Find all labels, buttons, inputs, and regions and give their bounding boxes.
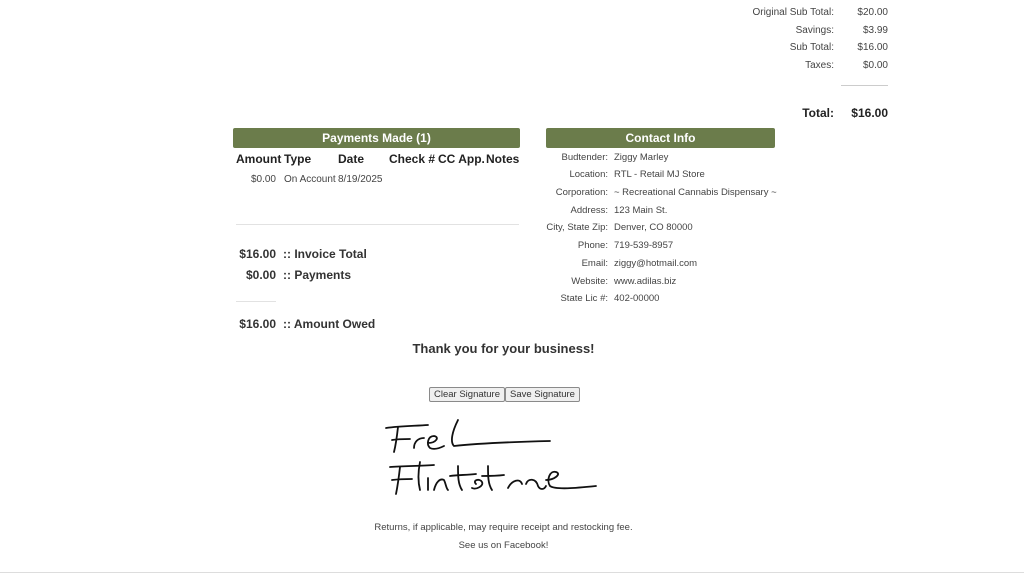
payment-amount: $0.00 bbox=[250, 174, 276, 185]
contact-label: State Lic #: bbox=[560, 293, 608, 304]
amount-owed-label: :: Amount Owed bbox=[283, 317, 376, 331]
summary-row bbox=[700, 25, 888, 39]
grand-total-value: $16.00 bbox=[851, 106, 888, 120]
contact-label: Email: bbox=[581, 258, 608, 269]
summary-value: $20.00 bbox=[857, 7, 888, 18]
contact-label: Location: bbox=[569, 169, 608, 180]
contact-value: Ziggy Marley bbox=[614, 152, 669, 163]
invoice-total-amount: $16.00 bbox=[239, 247, 276, 261]
payments-header: Payments Made (1) bbox=[233, 128, 520, 148]
summary-row bbox=[700, 60, 888, 74]
payments-col-cc-app: CC App. bbox=[438, 152, 485, 166]
contact-value: 719-539-8957 bbox=[614, 240, 674, 251]
summary-value: $3.99 bbox=[862, 25, 888, 36]
page-bottom-divider bbox=[0, 572, 1024, 573]
facebook-link: See us on Facebook! bbox=[458, 540, 549, 551]
signature-pad[interactable] bbox=[380, 410, 610, 502]
summary-divider bbox=[841, 85, 888, 86]
payments-label: :: Payments bbox=[283, 268, 352, 282]
contact-value: Denver, CO 80000 bbox=[614, 222, 693, 233]
contact-label: Corporation: bbox=[555, 187, 608, 198]
payments-amount: $0.00 bbox=[245, 268, 276, 282]
payments-col-type: Type bbox=[284, 152, 312, 166]
summary-row bbox=[700, 42, 888, 56]
summary-value: $16.00 bbox=[857, 42, 888, 53]
invoice-total-label: :: Invoice Total bbox=[283, 247, 367, 261]
contact-value: 402-00000 bbox=[614, 293, 660, 304]
contact-row bbox=[546, 187, 786, 201]
grand-total-label: Total: bbox=[802, 106, 834, 120]
grand-total-row bbox=[760, 106, 888, 122]
contact-value: ~ Recreational Cannabis Dispensary ~ bbox=[614, 187, 777, 198]
owed-divider bbox=[236, 301, 276, 302]
clear-signature-button[interactable]: Clear Signature bbox=[429, 387, 505, 402]
contact-row bbox=[546, 169, 786, 183]
returns-policy: Returns, if applicable, may require receipt and restocking fee. bbox=[374, 522, 633, 533]
contact-row bbox=[546, 258, 786, 272]
summary-label: Taxes: bbox=[805, 60, 834, 71]
signature-strokes bbox=[386, 420, 596, 494]
contact-value: 123 Main St. bbox=[614, 205, 668, 216]
contact-row bbox=[546, 205, 786, 219]
payment-type: On Account bbox=[284, 174, 336, 185]
payment-date: 8/19/2025 bbox=[338, 174, 383, 185]
summary-row bbox=[700, 7, 888, 21]
thank-you-message: Thank you for your business! bbox=[412, 341, 595, 356]
contact-label: Phone: bbox=[577, 240, 608, 251]
contact-header: Contact Info bbox=[546, 128, 775, 148]
summary-label: Sub Total: bbox=[789, 42, 834, 53]
payments-divider bbox=[236, 224, 519, 225]
contact-row bbox=[546, 293, 786, 307]
contact-row bbox=[546, 240, 786, 254]
summary-label: Savings: bbox=[795, 25, 834, 36]
payments-col-date: Date bbox=[338, 152, 365, 166]
save-signature-button[interactable]: Save Signature bbox=[505, 387, 580, 402]
contact-row bbox=[546, 276, 786, 290]
contact-website: www.adilas.biz bbox=[614, 276, 677, 287]
payments-col-notes: Notes bbox=[486, 152, 520, 166]
summary-value: $0.00 bbox=[862, 60, 888, 71]
contact-label: Address: bbox=[570, 205, 608, 216]
amount-owed-amount: $16.00 bbox=[239, 317, 276, 331]
contact-label: Website: bbox=[571, 276, 608, 287]
contact-label: Budtender: bbox=[561, 152, 608, 163]
contact-value: RTL - Retail MJ Store bbox=[614, 169, 705, 180]
contact-email: ziggy@hotmail.com bbox=[614, 258, 698, 269]
contact-label: City, State Zip: bbox=[546, 222, 608, 233]
payments-col-amount: Amount bbox=[236, 152, 282, 166]
contact-row bbox=[546, 222, 786, 236]
summary-label: Original Sub Total: bbox=[752, 7, 834, 18]
payments-col-check: Check # bbox=[389, 152, 436, 166]
contact-row bbox=[546, 152, 786, 166]
